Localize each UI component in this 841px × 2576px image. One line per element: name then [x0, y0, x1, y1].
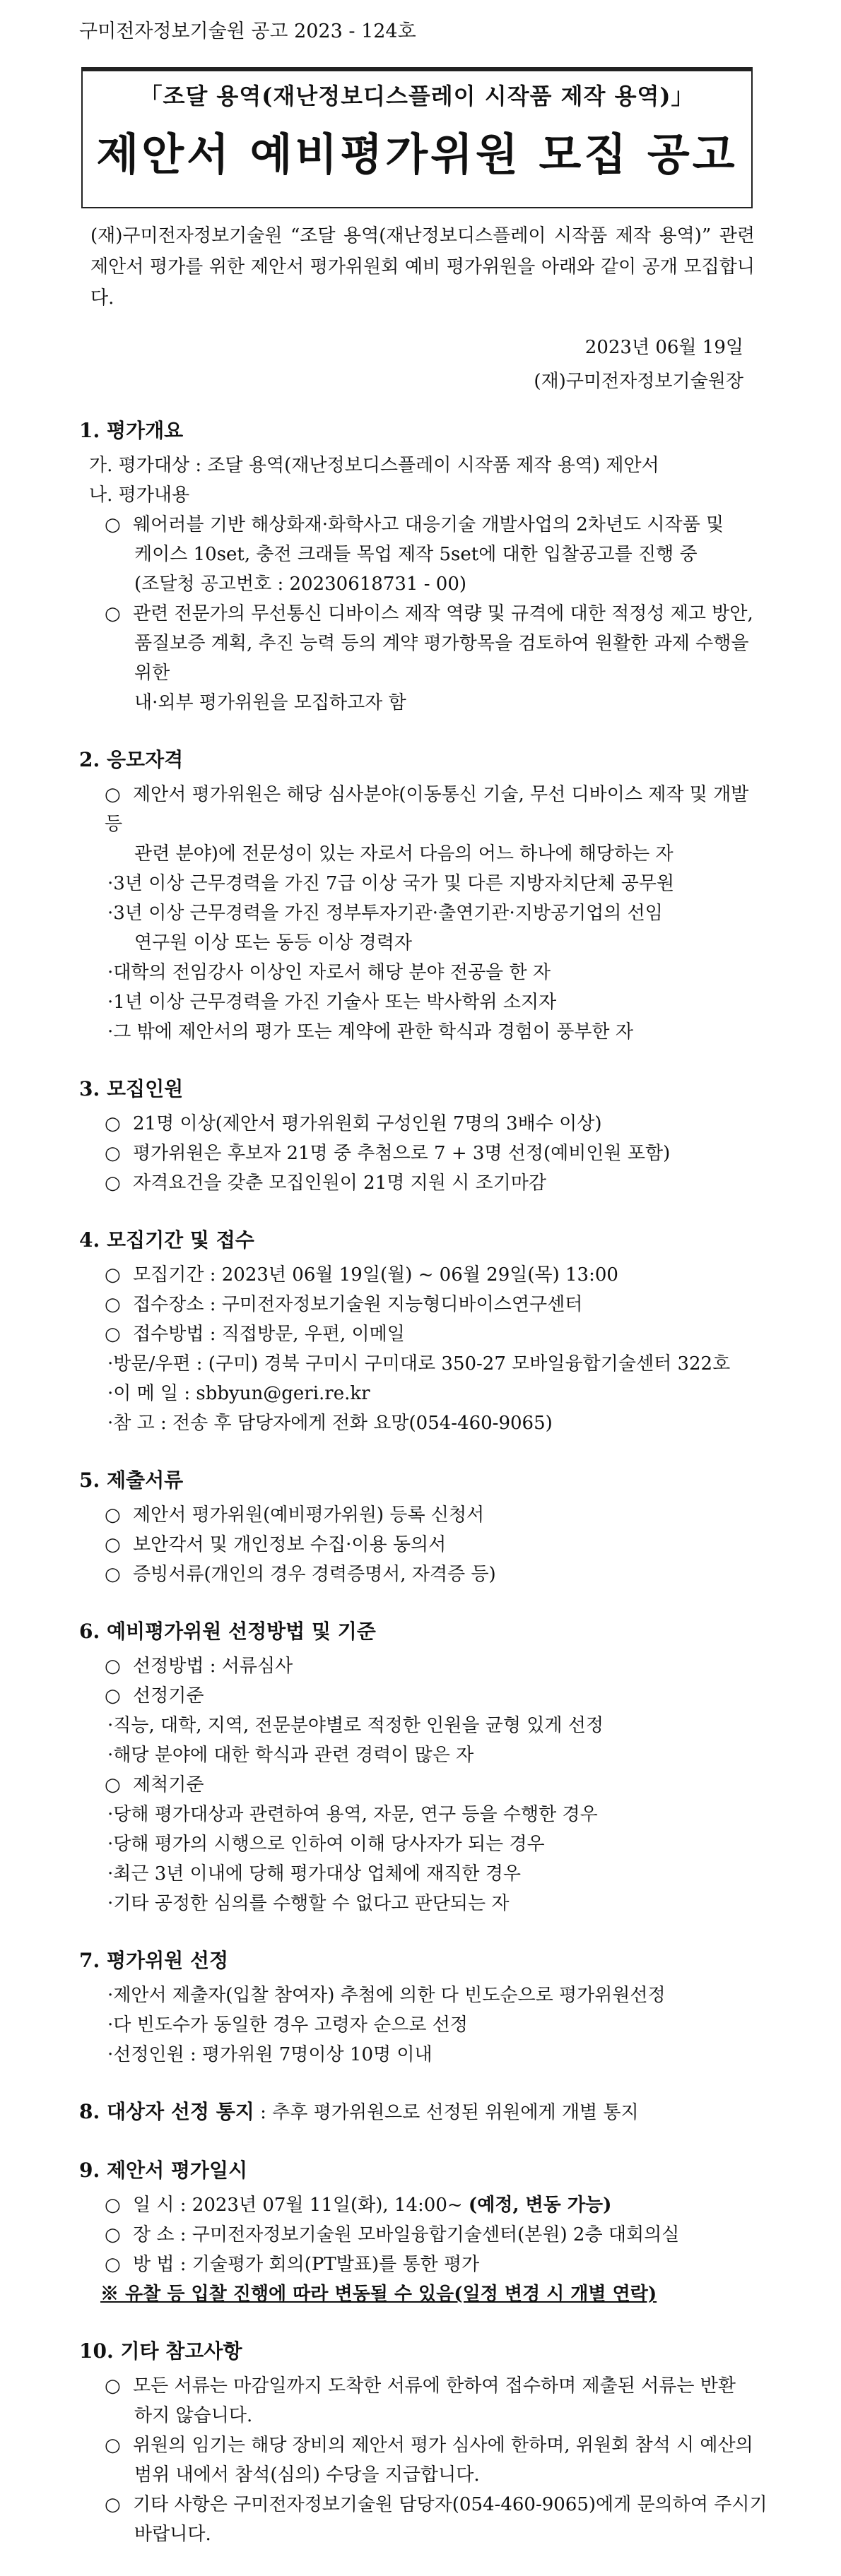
circle-bullet: ○ — [105, 2435, 121, 2456]
dot-bullet: · — [107, 873, 114, 894]
dot-bullet: · — [107, 1863, 114, 1884]
list-item-continuation: 품질보증 계획, 추진 능력 등의 계약 평가항목을 검토하여 원활한 과제 수행을 위한 — [134, 633, 749, 684]
section-2 — [79, 744, 772, 1047]
item-text: 21명 이상(제안서 평가위원회 구성인원 7명의 3배수 이상) — [133, 1113, 602, 1134]
list-item — [79, 1651, 772, 1681]
item-text: 그 밖에 제안서의 평가 또는 계약에 관한 학식과 경험이 풍부한 자 — [113, 1021, 633, 1043]
list-item-continuation: 바랍니다. — [134, 2524, 211, 2545]
list-item-continuation: 하지 않습니다. — [134, 2405, 253, 2426]
circle-bullet: ○ — [105, 1685, 121, 1707]
dot-bullet: · — [107, 1413, 114, 1434]
item-text: 장 소 : 구미전자정보기술원 모바일융합기술센터(본원) 2층 대회의실 — [133, 2224, 680, 2245]
circle-bullet: ○ — [105, 784, 121, 805]
list-item — [79, 1981, 772, 2010]
intro-paragraph: (재)구미전자정보기술원 “조달 용역(재난정보디스플레이 시작품 제작 용역)” 관련 제안서 평가를 위한 제안서 평가위원회 예비 평가위원을 아래와 같이 공개 모집합니다. — [90, 225, 755, 309]
item-text: 선정방법 : 서류심사 — [133, 1656, 293, 1677]
circle-bullet: ○ — [105, 1324, 121, 1345]
list-item — [79, 1740, 772, 1770]
list-item — [79, 1017, 772, 1047]
list-item-continuation: 케이스 10set, 충전 크래들 목업 제작 5set에 대한 입찰공고를 진행 중 — [134, 544, 698, 565]
section-title-text: 8. 대상자 선정 통지 — [79, 2100, 254, 2123]
circle-bullet: ○ — [105, 2195, 121, 2216]
section-8-text: : 추후 평가위원으로 선정된 위원에게 개별 통지 — [254, 2102, 639, 2123]
list-item — [79, 1500, 772, 1530]
list-item — [79, 510, 772, 540]
organization-signature: (재)구미전자정보기술원장 — [534, 371, 743, 392]
section-10 — [79, 2336, 772, 2549]
item-text: 선정인원 : 평가위원 7명이상 10명 이내 — [113, 2044, 433, 2065]
dot-bullet: · — [107, 2044, 114, 2065]
item-text: 증빙서류(개인의 경우 경력증명서, 자격증 등) — [133, 1564, 496, 1585]
list-item — [79, 1260, 772, 1290]
circle-bullet: ○ — [105, 2224, 121, 2245]
item-text: 참 고 : 전송 후 담당자에게 전화 요망(054-460-9065) — [113, 1413, 553, 1434]
section-title: 7. 평가위원 선정 — [79, 1949, 229, 1972]
item-text: 일 시 : 2023년 07월 11일(화), 14:00~ — [133, 2195, 469, 2216]
list-item-continuation: 관련 분야)에 전문성이 있는 자로서 다음의 어느 하나에 해당하는 자 — [134, 843, 674, 865]
section-4 — [79, 1225, 772, 1438]
list-item — [79, 780, 772, 839]
circle-bullet: ○ — [105, 1774, 121, 1796]
list-item — [79, 1681, 772, 1711]
item-text: 당해 평가대상과 관련하여 용역, 자문, 연구 등을 수행한 경우 — [113, 1804, 598, 1825]
list-item — [79, 1889, 772, 1918]
announcement-date: 2023년 06월 19일 — [584, 337, 743, 358]
item-text: 3년 이상 근무경력을 가진 7급 이상 국가 및 다른 지방자치단체 공무원 — [113, 873, 675, 894]
section-title: 2. 응모자격 — [79, 748, 184, 771]
item-text: 자격요건을 갖춘 모집인원이 21명 지원 시 조기마감 — [133, 1173, 546, 1194]
list-item-continuation: 내·외부 평가위원을 모집하고자 함 — [134, 692, 406, 713]
list-item — [79, 2190, 772, 2220]
section-7 — [79, 1945, 772, 2070]
dot-bullet: · — [107, 962, 114, 983]
circle-bullet: ○ — [105, 1173, 121, 1194]
section-title: 3. 모집인원 — [79, 1077, 184, 1100]
list-item — [79, 599, 772, 629]
header-subtitle: 「조달 용역(재난정보디스플레이 시작품 제작 용역)」 — [139, 83, 695, 109]
list-item — [79, 1408, 772, 1438]
section-6 — [79, 1616, 772, 1918]
list-item — [79, 1770, 772, 1800]
item-text: 최근 3년 이내에 당해 평가대상 업체에 재직한 경우 — [113, 1863, 521, 1884]
section-title: 4. 모집기간 및 접수 — [79, 1228, 254, 1252]
item-text: 당해 평가의 시행으로 인하여 이해 당사자가 되는 경우 — [113, 1834, 545, 1855]
item-text: 제척기준 — [133, 1774, 204, 1796]
list-item — [79, 1560, 772, 1589]
circle-bullet: ○ — [105, 1113, 121, 1134]
circle-bullet: ○ — [105, 1264, 121, 1286]
item-text: 대학의 전임강사 이상인 자로서 해당 분야 전공을 한 자 — [113, 962, 551, 983]
section-title: 1. 평가개요 — [79, 419, 184, 442]
item-text: 기타 공정한 심의를 수행할 수 없다고 판단되는 자 — [113, 1893, 510, 1914]
item-text: 선정기준 — [133, 1685, 204, 1707]
item-text: 접수방법 : 직접방문, 우편, 이메일 — [133, 1324, 405, 1345]
list-item — [79, 1829, 772, 1859]
date-block — [534, 331, 743, 398]
list-item-continuation: (조달청 공고번호 : 20230618731 - 00) — [134, 574, 467, 595]
list-item — [79, 2010, 772, 2040]
header-box — [81, 67, 753, 208]
dot-bullet: · — [107, 1985, 114, 2006]
dot-bullet: · — [107, 1834, 114, 1855]
section-3 — [79, 1074, 772, 1198]
item-text: 기타 사항은 구미전자정보기술원 담당자(054-460-9065)에게 문의하여 주시기 — [133, 2494, 768, 2515]
section-title-inline — [79, 2096, 772, 2128]
dot-bullet: · — [107, 2014, 114, 2036]
page-title: 제안서 예비평가위원 모집 공고 — [96, 129, 738, 180]
list-item — [79, 2250, 772, 2279]
item-text: 3년 이상 근무경력을 가진 정부투자기관·출연기관·지방공기업의 선임 — [113, 903, 663, 924]
list-item — [79, 1109, 772, 1139]
list-item — [79, 898, 772, 928]
circle-bullet: ○ — [105, 1504, 121, 1526]
circle-bullet: ○ — [105, 603, 121, 624]
list-item — [79, 987, 772, 1017]
schedule-change-note: ※ 유찰 등 입찰 진행에 따라 변동될 수 있음(일정 변경 시 개별 연락) — [100, 2284, 657, 2305]
list-item — [79, 958, 772, 987]
section-5 — [79, 1465, 772, 1589]
item-text: 방문/우편 : (구미) 경북 구미시 구미대로 350-27 모바일융합기술센터 322호 — [113, 1353, 731, 1375]
item-text: 제안서 평가위원은 해당 심사분야(이동통신 기술, 무선 디바이스 제작 및 개발 등 — [105, 784, 749, 835]
section-title: 10. 기타 참고사항 — [79, 2339, 242, 2363]
list-item: 나. 평가내용 — [89, 485, 190, 506]
list-item-continuation: 범위 내에서 참석(심의) 수당을 지급합니다. — [134, 2464, 480, 2486]
item-text: 제안서 평가위원(예비평가위원) 등록 신청서 — [133, 1504, 485, 1526]
schedule-note: (예정, 변동 가능) — [468, 2195, 612, 2216]
circle-bullet: ○ — [105, 2254, 121, 2275]
email-text: 이 메 일 : sbbyun@geri.re.kr — [113, 1383, 370, 1404]
item-text: 모든 서류는 마감일까지 도착한 서류에 한하여 접수하며 제출된 서류는 반환 — [133, 2375, 736, 2397]
list-item — [79, 2220, 772, 2250]
list-item — [79, 1168, 772, 1198]
dot-bullet: · — [107, 1383, 114, 1404]
list-item — [79, 1859, 772, 1889]
item-text: 접수장소 : 구미전자정보기술원 지능형디바이스연구센터 — [133, 1294, 583, 1315]
circle-bullet: ○ — [105, 514, 121, 535]
item-text: 웨어러블 기반 해상화재·화학사고 대응기술 개발사업의 2차년도 시작품 및 — [133, 514, 724, 535]
list-item — [79, 1711, 772, 1740]
item-text: 1년 이상 근무경력을 가진 기술사 또는 박사학위 소지자 — [113, 992, 557, 1013]
dot-bullet: · — [107, 1745, 114, 1766]
item-text: 해당 분야에 대한 학식과 관련 경력이 많은 자 — [113, 1745, 474, 1766]
list-item — [79, 1319, 772, 1349]
section-title: 5. 제출서류 — [79, 1468, 184, 1492]
section-9 — [79, 2155, 772, 2309]
item-text: 위원의 임기는 해당 장비의 제안서 평가 심사에 한하며, 위원회 참석 시 예산의 — [133, 2435, 753, 2456]
list-item: 가. 평가대상 : 조달 용역(재난정보디스플레이 시작품 제작 용역) 제안서 — [89, 455, 659, 476]
sections — [79, 415, 772, 2576]
circle-bullet: ○ — [105, 1534, 121, 1555]
list-item — [79, 1290, 772, 1319]
item-text: 다 빈도수가 동일한 경우 고령자 순으로 선정 — [113, 2014, 468, 2036]
dot-bullet: · — [107, 992, 114, 1013]
section-1 — [79, 415, 772, 718]
list-item — [79, 2040, 772, 2070]
circle-bullet: ○ — [105, 2494, 121, 2515]
dot-bullet: · — [107, 1804, 114, 1825]
list-item — [79, 1349, 772, 1379]
list-item — [79, 869, 772, 898]
section-title: 9. 제안서 평가일시 — [79, 2159, 248, 2182]
list-item — [79, 1379, 772, 1408]
item-text: 제안서 제출자(입찰 참여자) 추첨에 의한 다 빈도순으로 평가위원선정 — [113, 1985, 666, 2006]
circle-bullet: ○ — [105, 2375, 121, 2397]
dot-bullet: · — [107, 1353, 114, 1375]
dot-bullet: · — [107, 1893, 114, 1914]
list-item — [79, 1800, 772, 1829]
item-text: 관련 전문가의 무선통신 디바이스 제작 역량 및 규격에 대한 적정성 제고 방안, — [133, 603, 753, 624]
item-text: 모집기간 : 2023년 06월 19일(월) ~ 06월 29일(목) 13:00 — [133, 1264, 618, 1286]
list-item — [79, 1530, 772, 1560]
list-item — [79, 2371, 772, 2401]
circle-bullet: ○ — [105, 1564, 121, 1585]
circle-bullet: ○ — [105, 1656, 121, 1677]
section-title: 6. 예비평가위원 선정방법 및 기준 — [79, 1620, 376, 1643]
dot-bullet: · — [107, 903, 114, 924]
list-item-continuation: 연구원 이상 또는 동등 이상 경력자 — [134, 932, 412, 954]
item-text: 방 법 : 기술평가 회의(PT발표)를 통한 평가 — [133, 2254, 480, 2275]
document-number: 구미전자정보기술원 공고 2023 - 124호 — [79, 20, 416, 42]
item-text: 직능, 대학, 지역, 전문분야별로 적정한 인원을 균형 있게 선정 — [113, 1715, 604, 1736]
item-text: 평가위원은 후보자 21명 중 추첨으로 7 + 3명 선정(예비인원 포함) — [133, 1143, 671, 1164]
list-item — [79, 2430, 772, 2460]
section-8 — [79, 2096, 772, 2128]
list-item — [79, 1139, 772, 1168]
list-item — [79, 2490, 772, 2519]
dot-bullet: · — [107, 1021, 114, 1043]
dot-bullet: · — [107, 1715, 114, 1736]
circle-bullet: ○ — [105, 1294, 121, 1315]
item-text: 보안각서 및 개인정보 수집·이용 동의서 — [133, 1534, 447, 1555]
circle-bullet: ○ — [105, 1143, 121, 1164]
